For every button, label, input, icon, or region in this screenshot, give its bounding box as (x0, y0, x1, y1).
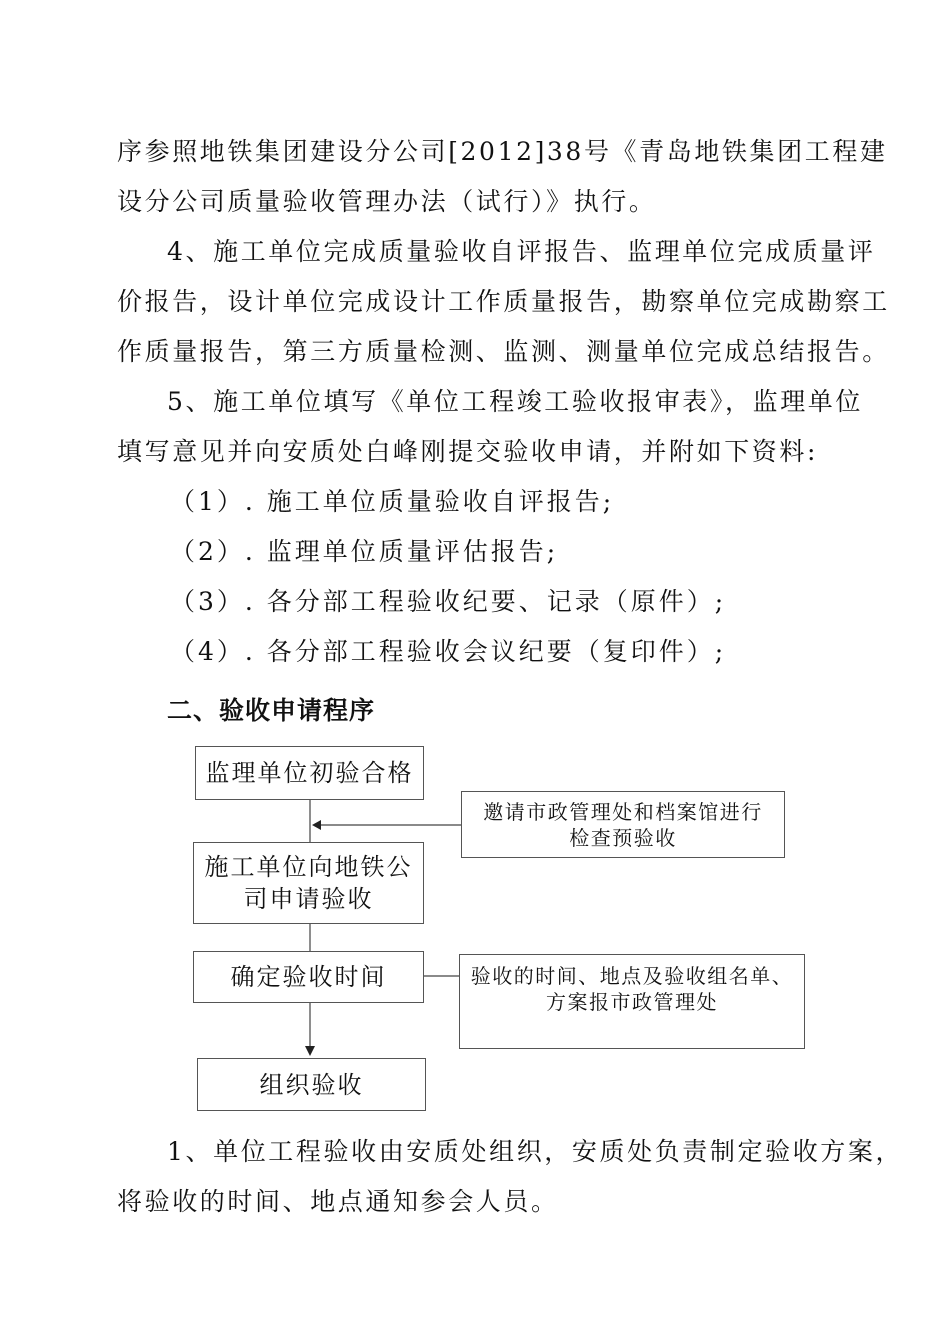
section-heading: 二、验收申请程序 (167, 696, 376, 725)
flow-step-label: 确定验收时间 (230, 963, 387, 991)
flow-step-set-time (193, 951, 424, 1003)
paragraph-line: 设分公司质量验收管理办法（试行）》执行。 (117, 187, 657, 216)
flow-note-report-schedule (459, 954, 805, 1049)
flow-note-line: 邀请市政管理处和档案馆进行 (483, 799, 763, 824)
paragraph-line: 将验收的时间、地点通知参会人员。 (117, 1187, 559, 1216)
paragraph-line: 填写意见并向安质处白峰刚提交验收申请，并附如下资料: (117, 437, 819, 466)
paragraph-line: 价报告，设计单位完成设计工作质量报告，勘察单位完成勘察工 (117, 287, 890, 316)
paragraph-line: 序参照地铁集团建设分公司[2012]38号《青岛地铁集团工程建 (117, 137, 888, 166)
attachment-item: （4）. 各分部工程验收会议纪要（复印件）; (170, 637, 727, 666)
paragraph-line: 4、施工单位完成质量验收自评报告、监理单位完成质量评 (167, 237, 876, 266)
flow-note-line: 检查预验收 (569, 825, 677, 850)
flow-note-line: 验收的时间、地点及验收组名单、 (470, 964, 794, 988)
flow-step-apply-acceptance (193, 842, 424, 924)
flow-note-pre-inspection (461, 791, 785, 858)
flow-step-initial-inspection (195, 746, 424, 800)
attachment-item: （3）. 各分部工程验收纪要、记录（原件）; (170, 587, 727, 616)
flow-step-label: 施工单位向地铁公 (204, 853, 413, 881)
flow-step-label: 监理单位初验合格 (205, 759, 414, 787)
attachment-item: （1）. 施工单位质量验收自评报告; (170, 487, 615, 516)
paragraph-line: 5、施工单位填写《单位工程竣工验收报审表》，监理单位 (167, 387, 864, 416)
flow-step-organize-acceptance (197, 1058, 426, 1111)
flow-step-label: 司申请验收 (243, 885, 374, 913)
flow-note-line: 方案报市政管理处 (546, 990, 718, 1014)
paragraph-line: 作质量报告，第三方质量检测、监测、测量单位完成总结报告。 (117, 337, 890, 366)
flow-step-label: 组织验收 (259, 1070, 364, 1099)
attachment-item: （2）. 监理单位质量评估报告; (170, 537, 559, 566)
paragraph-line: 1、单位工程验收由安质处组织，安质处负责制定验收方案， (167, 1137, 904, 1166)
